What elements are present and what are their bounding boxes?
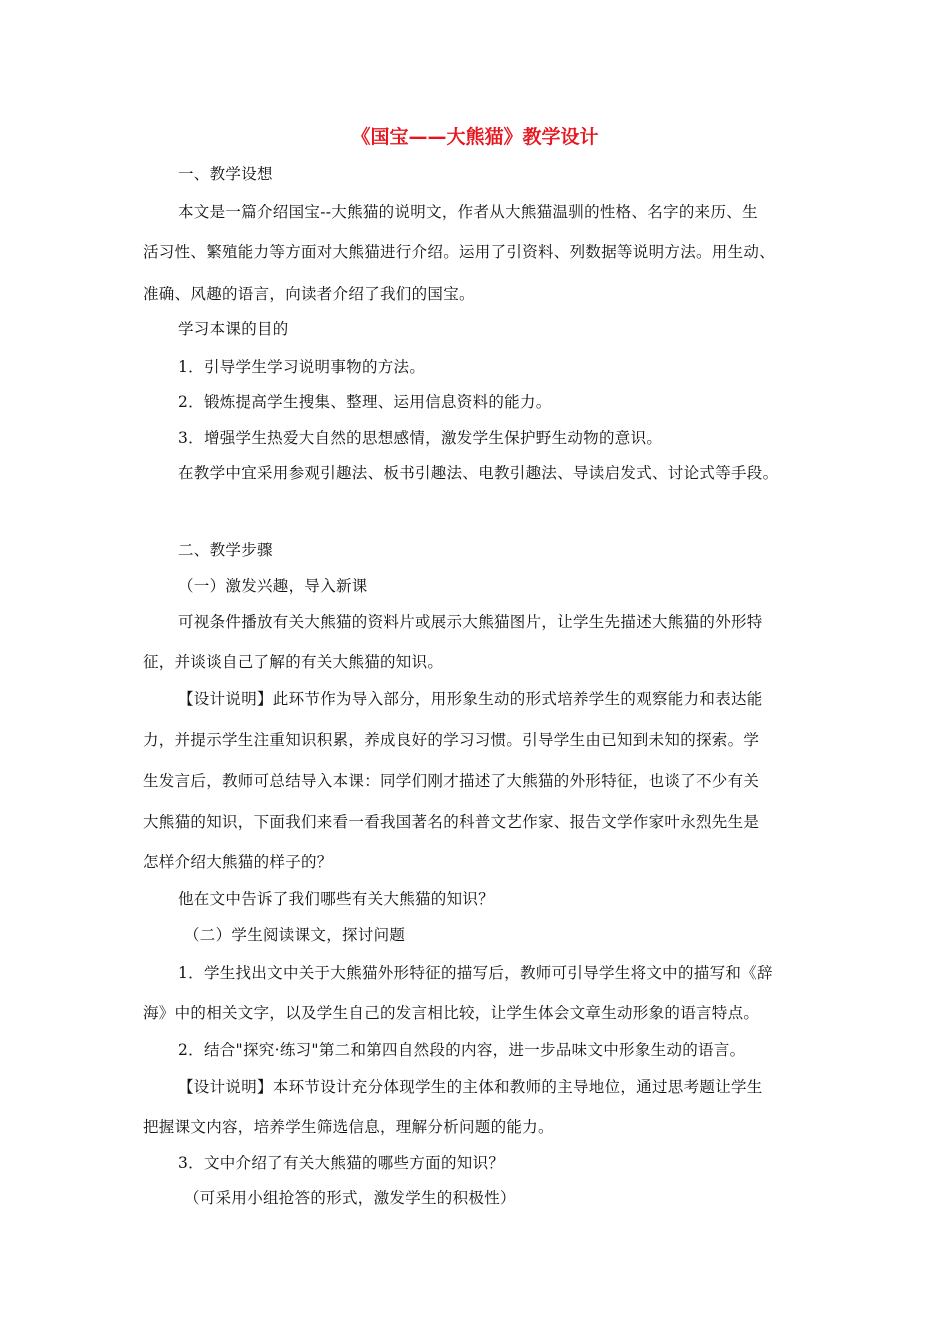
paragraph-line: 活习性、繁殖能力等方面对大熊猫进行介绍。运用了引资料、列数据等说明方法。用生动、 [143, 243, 776, 261]
paragraph-line: 征，并谈谈自己了解的有关大熊猫的知识。 [143, 653, 444, 671]
paragraph-line: 把握课文内容，培养学生筛选信息，理解分析问题的能力。 [143, 1118, 554, 1136]
list-item: 1．学生找出文中关于大熊猫外形特征的描写后，教师可引导学生将文中的描写和《辞 [178, 964, 773, 982]
paragraph-line: 在教学中宜采用参观引趣法、板书引趣法、电教引趣法、导读启发式、讨论式等手段。 [178, 464, 779, 482]
paragraph-line: 他在文中告诉了我们哪些有关大熊猫的知识？ [178, 890, 495, 908]
paragraph-line: 生发言后，教师可总结导入本课：同学们刚才描述了大熊猫的外形特征，也谈了不少有关 [143, 772, 760, 790]
list-item: 2．结合"探究·练习"第二和第四自然段的内容，进一步品味文中形象生动的语言。 [178, 1041, 746, 1059]
paragraph-line: 大熊猫的知识，下面我们来看一看我国著名的科普文艺作家、报告文学作家叶永烈先生是 [143, 813, 760, 831]
paragraph-line: 【设计说明】本环节设计充分体现学生的主体和教师的主导地位，通过思考题让学生 [178, 1078, 763, 1096]
paragraph-line: 海》中的相关文字，以及学生自己的发言相比较，让学生体会文章生动形象的语言特点。 [143, 1004, 760, 1022]
list-item: 3．增强学生热爱大自然的思想感情，激发学生保护野生动物的意识。 [178, 429, 663, 447]
paragraph-line: 准确、风趣的语言，向读者介绍了我们的国宝。 [143, 285, 475, 303]
paragraph-line: 可视条件播放有关大熊猫的资料片或展示大熊猫图片，让学生先描述大熊猫的外形特 [178, 613, 763, 631]
list-item: 1．引导学生学习说明事物的方法。 [178, 358, 426, 376]
subheading: （二）学生阅读课文，探讨问题 [184, 926, 406, 944]
paragraph-line: 怎样介绍大熊猫的样子的？ [143, 853, 333, 871]
subheading: （一）激发兴趣，导入新课 [178, 577, 368, 595]
document-title: 《国宝——大熊猫》教学设计 [351, 126, 599, 148]
list-item: 2．锻炼提高学生搜集、整理、运用信息资料的能力。 [178, 393, 552, 411]
paragraph-line: （可采用小组抢答的形式，激发学生的积极性） [184, 1189, 516, 1207]
paragraph-line: 【设计说明】此环节作为导入部分，用形象生动的形式培养学生的观察能力和表达能 [178, 690, 763, 708]
subheading: 学习本课的目的 [178, 320, 289, 338]
list-item: 3．文中介绍了有关大熊猫的哪些方面的知识？ [178, 1154, 505, 1172]
paragraph-line: 本文是一篇介绍国宝--大熊猫的说明文，作者从大熊猫温驯的性格、名字的来历、生 [178, 203, 758, 221]
section-heading: 一、教学设想 [178, 165, 273, 183]
section-heading: 二、教学步骤 [178, 541, 273, 559]
paragraph-line: 力，并提示学生注重知识积累，养成良好的学习习惯。引导学生由已知到未知的探索。学 [143, 731, 760, 749]
